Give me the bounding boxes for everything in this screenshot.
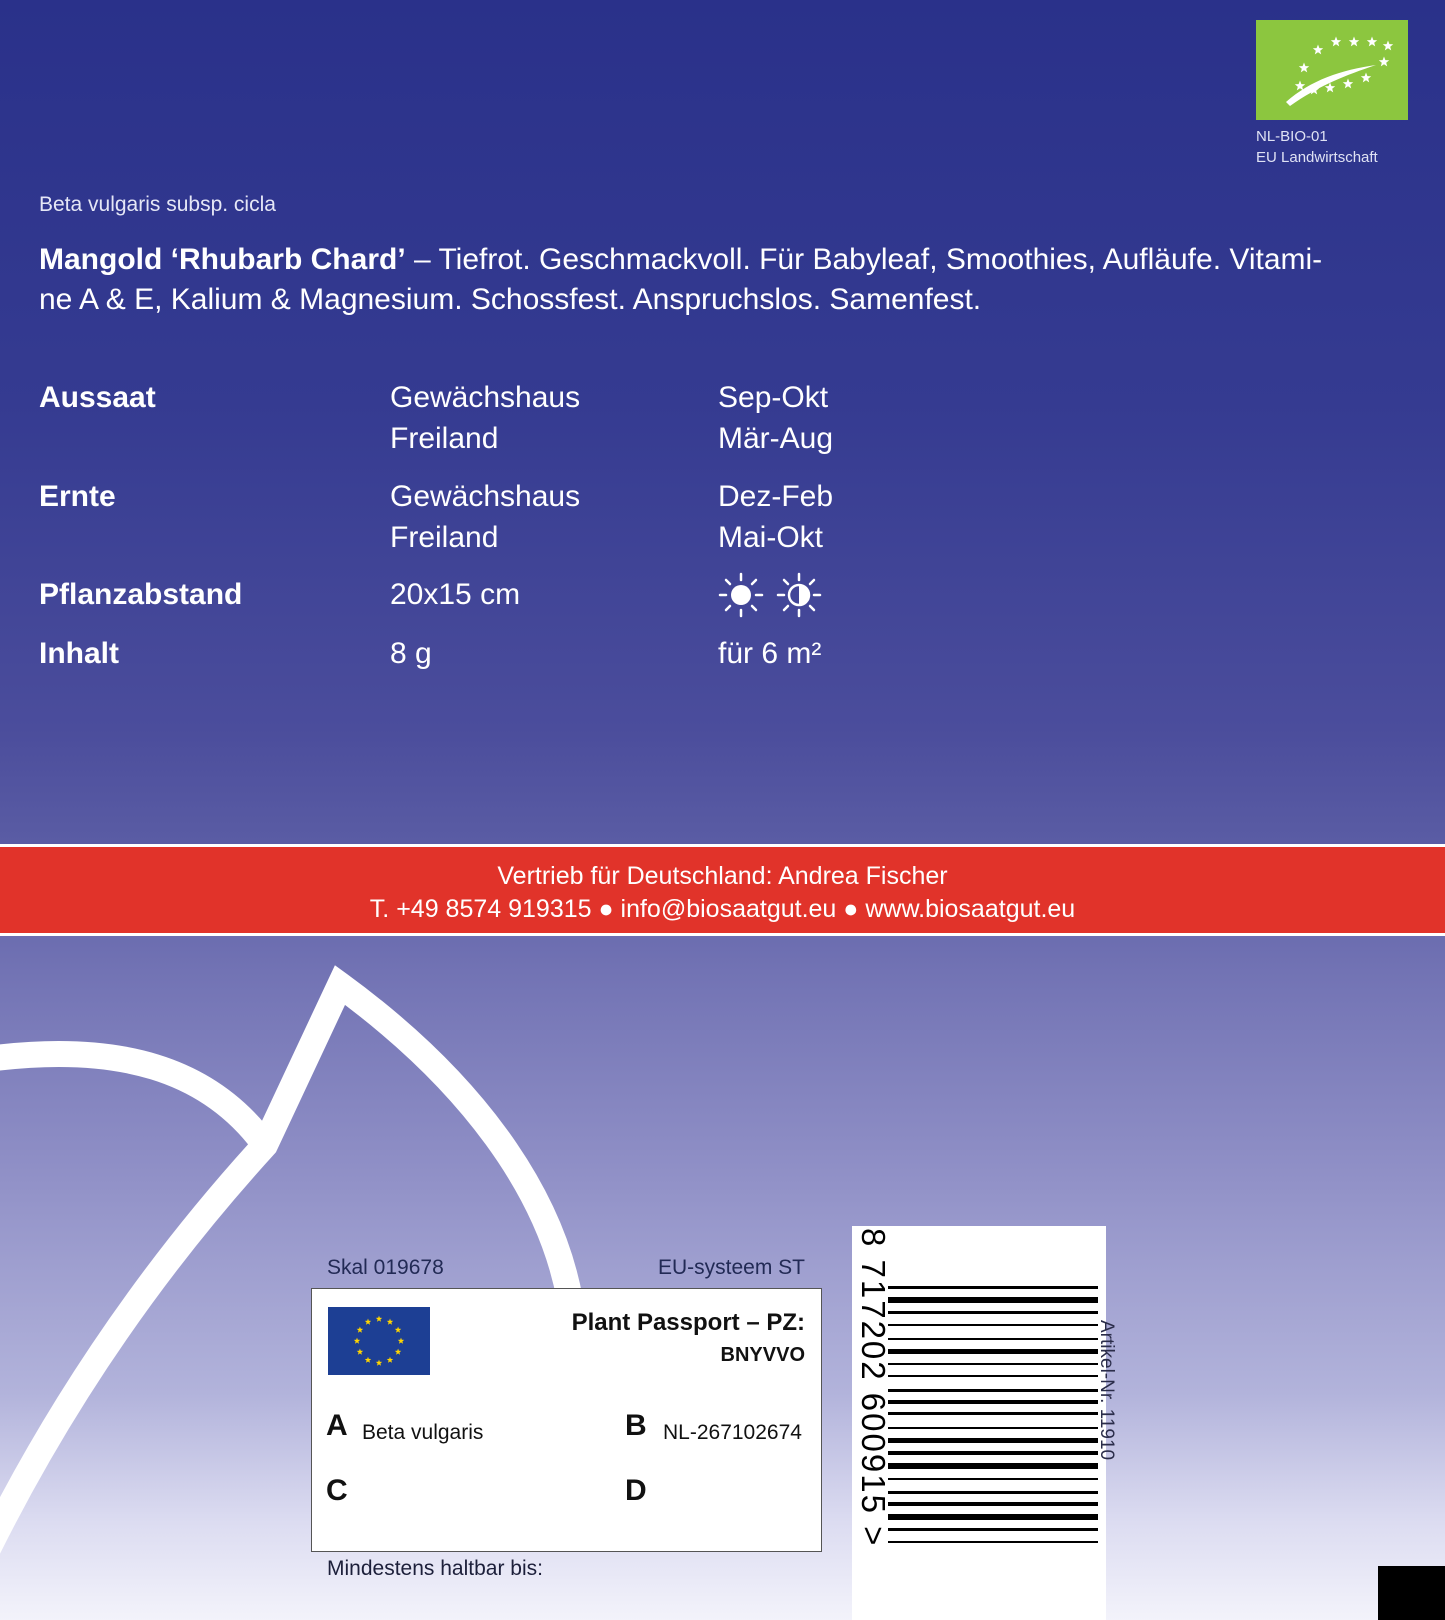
email-address: info@biosaatgut.eu (620, 895, 837, 923)
barcode-bar (888, 1349, 1098, 1354)
eu-organic-leaf-icon (1256, 20, 1408, 120)
plant-passport (311, 1288, 822, 1552)
product-name: Mangold ‘Rhubarb Chard’ (39, 243, 406, 276)
barcode-bar (888, 1311, 1098, 1314)
latin-name: Beta vulgaris subsp. cicla (39, 193, 276, 216)
barcode-bar (888, 1541, 1098, 1543)
barcode-bar (888, 1451, 1098, 1455)
barcode-bar (888, 1286, 1098, 1289)
corner-mark (1378, 1566, 1445, 1620)
barcode-bar (888, 1427, 1098, 1429)
content-value: 8 g (390, 637, 432, 670)
star-icon (1349, 37, 1359, 47)
star-icon (1367, 37, 1377, 47)
barcode-bar (888, 1478, 1098, 1480)
distributor-line: Vertrieb für Deutschland: Andrea Fischer (497, 862, 948, 890)
spacing-value: 20x15 cm (390, 578, 521, 611)
organic-code: NL-BIO-01 (1256, 128, 1328, 145)
barcode-bar (888, 1400, 1098, 1404)
description-line-2: ne A & E, Kalium & Magnesium. Schossfest. Anspruchslos. Samenfest. (39, 283, 982, 316)
barcode-bar (888, 1375, 1098, 1377)
star-icon (1379, 57, 1389, 67)
eu-flag-icon (328, 1307, 430, 1375)
harvest-place-field: Freiland (390, 521, 499, 554)
barcode-bar (888, 1363, 1098, 1365)
harvest-period-field: Mai-Okt (718, 521, 823, 554)
eu-organic-logo (1256, 20, 1408, 120)
barcode-bar (888, 1412, 1098, 1415)
article-number: Artikel-Nr. 11910 (1096, 1320, 1117, 1461)
barcode-bar (888, 1389, 1098, 1392)
barcode-bar (888, 1338, 1098, 1340)
harvest-place-greenhouse: Gewächshaus (390, 480, 581, 513)
field-c-letter: C (326, 1474, 348, 1507)
harvest-period-greenhouse: Dez-Feb (718, 480, 834, 513)
bullet-separator: ● (836, 895, 866, 923)
barcode-bar (888, 1297, 1098, 1303)
website-address: www.biosaatgut.eu (865, 895, 1076, 923)
passport-title: Plant Passport – PZ: (571, 1309, 805, 1336)
skal-number: Skal 019678 (327, 1256, 444, 1279)
organic-certification-caption (1256, 126, 1378, 168)
product-description (39, 240, 1411, 320)
contact-line (0, 893, 1445, 926)
partial-shade-icon (776, 572, 822, 618)
bullet-separator: ● (591, 895, 621, 923)
eu-system: EU-systeem ST (657, 1256, 805, 1279)
field-b-letter: B (625, 1409, 647, 1442)
star-icon (1343, 79, 1353, 89)
full-sun-icon (718, 572, 764, 618)
field-a-value: Beta vulgaris (362, 1421, 484, 1444)
spacing-label: Pflanzabstand (39, 578, 243, 611)
star-icon (1383, 41, 1393, 51)
content-area: für 6 m² (718, 637, 822, 670)
barcode-bar (888, 1491, 1098, 1494)
harvest-label: Ernte (39, 480, 116, 513)
barcode-number: 8 717202 600915 > (855, 1228, 892, 1548)
star-icon (1331, 37, 1341, 47)
star-icon (1361, 73, 1371, 83)
barcode-bar (888, 1438, 1098, 1443)
organic-origin: EU Landwirtschaft (1256, 149, 1378, 166)
sowing-period-greenhouse: Sep-Okt (718, 381, 829, 414)
barcode-bar (888, 1463, 1098, 1469)
best-before-label: Mindestens haltbar bis: (327, 1557, 543, 1580)
description-line-1: – Tiefrot. Geschmackvoll. Für Babyleaf, Smoothies, Aufläufe. Vitami- (405, 243, 1323, 276)
field-a-letter: A (326, 1409, 348, 1442)
distribution-band (0, 844, 1445, 936)
barcode-bar (888, 1502, 1098, 1506)
sowing-period-field: Mär-Aug (718, 422, 834, 455)
sowing-place-greenhouse: Gewächshaus (390, 381, 581, 414)
sowing-place-field: Freiland (390, 422, 499, 455)
star-icon (1313, 45, 1323, 55)
content-label: Inhalt (39, 637, 119, 670)
sowing-label: Aussaat (39, 381, 156, 414)
phone-number: T. +49 8574 919315 (369, 895, 592, 923)
field-b-value: NL-267102674 (663, 1421, 802, 1444)
barcode-bar (888, 1514, 1098, 1520)
field-d-letter: D (625, 1474, 647, 1507)
passport-code: BNYVVO (720, 1344, 805, 1366)
barcode-bar (888, 1324, 1098, 1326)
light-requirement-icons (718, 574, 822, 615)
star-icon (1299, 63, 1309, 73)
barcode-bar (888, 1528, 1098, 1531)
